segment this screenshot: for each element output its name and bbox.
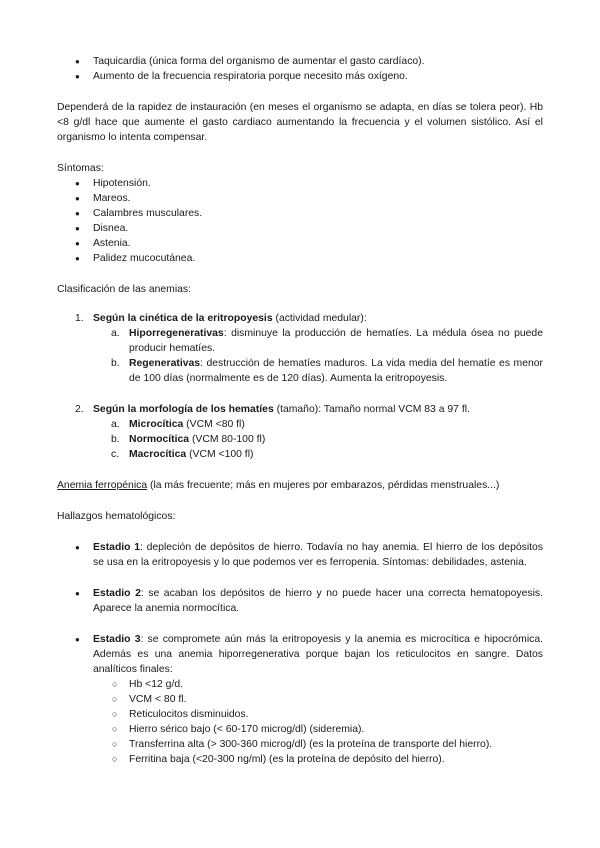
bullet-icon: ● [75, 254, 80, 263]
circle-bullet-icon: ○ [112, 739, 118, 749]
circle-bullet-icon: ○ [112, 724, 118, 734]
list-item: ● Calambres musculares. [75, 208, 203, 219]
bullet-icon: ● [75, 635, 80, 644]
list-item: ● Estadio 3: se compromete aún más la eritropoyesis y la anemia es microcítica e hipocrómica. Además es una anemia hiporregenerativa porque bajan los reticulocitos en sangre. Datos analíticos finales: [75, 634, 543, 675]
section-heading: Hallazgos hematológicos: [57, 511, 176, 522]
circle-bullet-icon: ○ [112, 679, 118, 689]
numbered-item: 2. Según la morfología de los hematíes (tamaño): Tamaño normal VCM 83 a 97 fl. [75, 404, 470, 415]
sub-list-item: ○ Ferritina baja (<20-300 ng/ml) (es la proteína de depósito del hierro). [112, 754, 445, 765]
sub-list-item: ○ Reticulocitos disminuidos. [112, 709, 249, 720]
section-heading: Clasificación de las anemias: [57, 284, 191, 295]
list-item: ● Disnea. [75, 223, 129, 234]
sub-item: c. Macrocítica (VCM <100 fl) [111, 449, 254, 460]
bullet-icon: ● [75, 179, 80, 188]
sub-item: a. Microcítica (VCM <80 fl) [111, 419, 245, 430]
list-item: ● Astenia. [75, 238, 131, 249]
sub-list-item: ○ Transferrina alta (> 300-360 microg/dl) (es la proteína de transporte del hierro). [112, 739, 493, 750]
list-item: ● Taquicardia (única forma del organismo de aumentar el gasto cardíaco). [75, 56, 425, 67]
bullet-icon: ● [75, 209, 80, 218]
bullet-icon: ● [75, 57, 80, 66]
paragraph: Dependerá de la rapidez de instauración (en meses el organismo se adapta, en días se tolera peor). Hb <8 g/dl hace que aumente el gasto cardiaco aumentando la frecuencia y el volumen sistólico. Así el organismo lo intenta compensar. [57, 102, 543, 143]
sub-list-item: ○ Hb <12 g/d. [112, 679, 184, 690]
sub-item: b. Normocítica (VCM 80-100 fl) [111, 434, 266, 445]
bullet-icon: ● [75, 224, 80, 233]
bullet-icon: ● [75, 194, 80, 203]
document-content [57, 54, 543, 767]
bullet-icon: ● [75, 589, 80, 598]
list-item: ● Aumento de la frecuencia respiratoria porque necesito más oxígeno. [75, 71, 408, 82]
sub-item: b. Regenerativas: destrucción de hematíes maduros. La vida media del hematíe es menor de 100 días (normalmente es de 120 días). Aumenta la eritropoyesis. [111, 358, 543, 384]
list-item: ● Hipotensión. [75, 178, 151, 189]
numbered-item: 1. Según la cinética de la eritropoyesis (actividad medular): [75, 313, 367, 324]
list-item: ● Palidez mucocutánea. [75, 253, 196, 264]
list-item: ● Estadio 2: se acaban los depósitos de hierro y no puede hacer una correcta hematopoyesis. Aparece la anemia normocítica. [75, 588, 543, 614]
circle-bullet-icon: ○ [112, 694, 118, 704]
sub-list-item: ○ Hierro sérico bajo (< 60-170 microg/dl) (sideremia). [112, 724, 365, 735]
circle-bullet-icon: ○ [112, 709, 118, 719]
list-item: ● Mareos. [75, 193, 131, 204]
section-heading: Anemia ferropénica (la más frecuente; más en mujeres por embarazos, pérdidas menstruales...) [57, 480, 500, 491]
bullet-icon: ● [75, 72, 80, 81]
bullet-icon: ● [75, 543, 80, 552]
section-heading: Síntomas: [57, 163, 104, 174]
bullet-icon: ● [75, 239, 80, 248]
circle-bullet-icon: ○ [112, 754, 118, 764]
sub-list-item: ○ VCM < 80 fl. [112, 694, 187, 705]
sub-item: a. Hiporregenerativas: disminuye la producción de hematíes. La médula ósea no puede producir hematíes. [111, 328, 543, 354]
list-item: ● Estadio 1: depleción de depósitos de hierro. Todavía no hay anemia. El hierro de los depósitos se usa en la eritropoyesis y lo que podemos ver es ferropenia. Síntomas: debilidades, astenia. [75, 542, 543, 568]
